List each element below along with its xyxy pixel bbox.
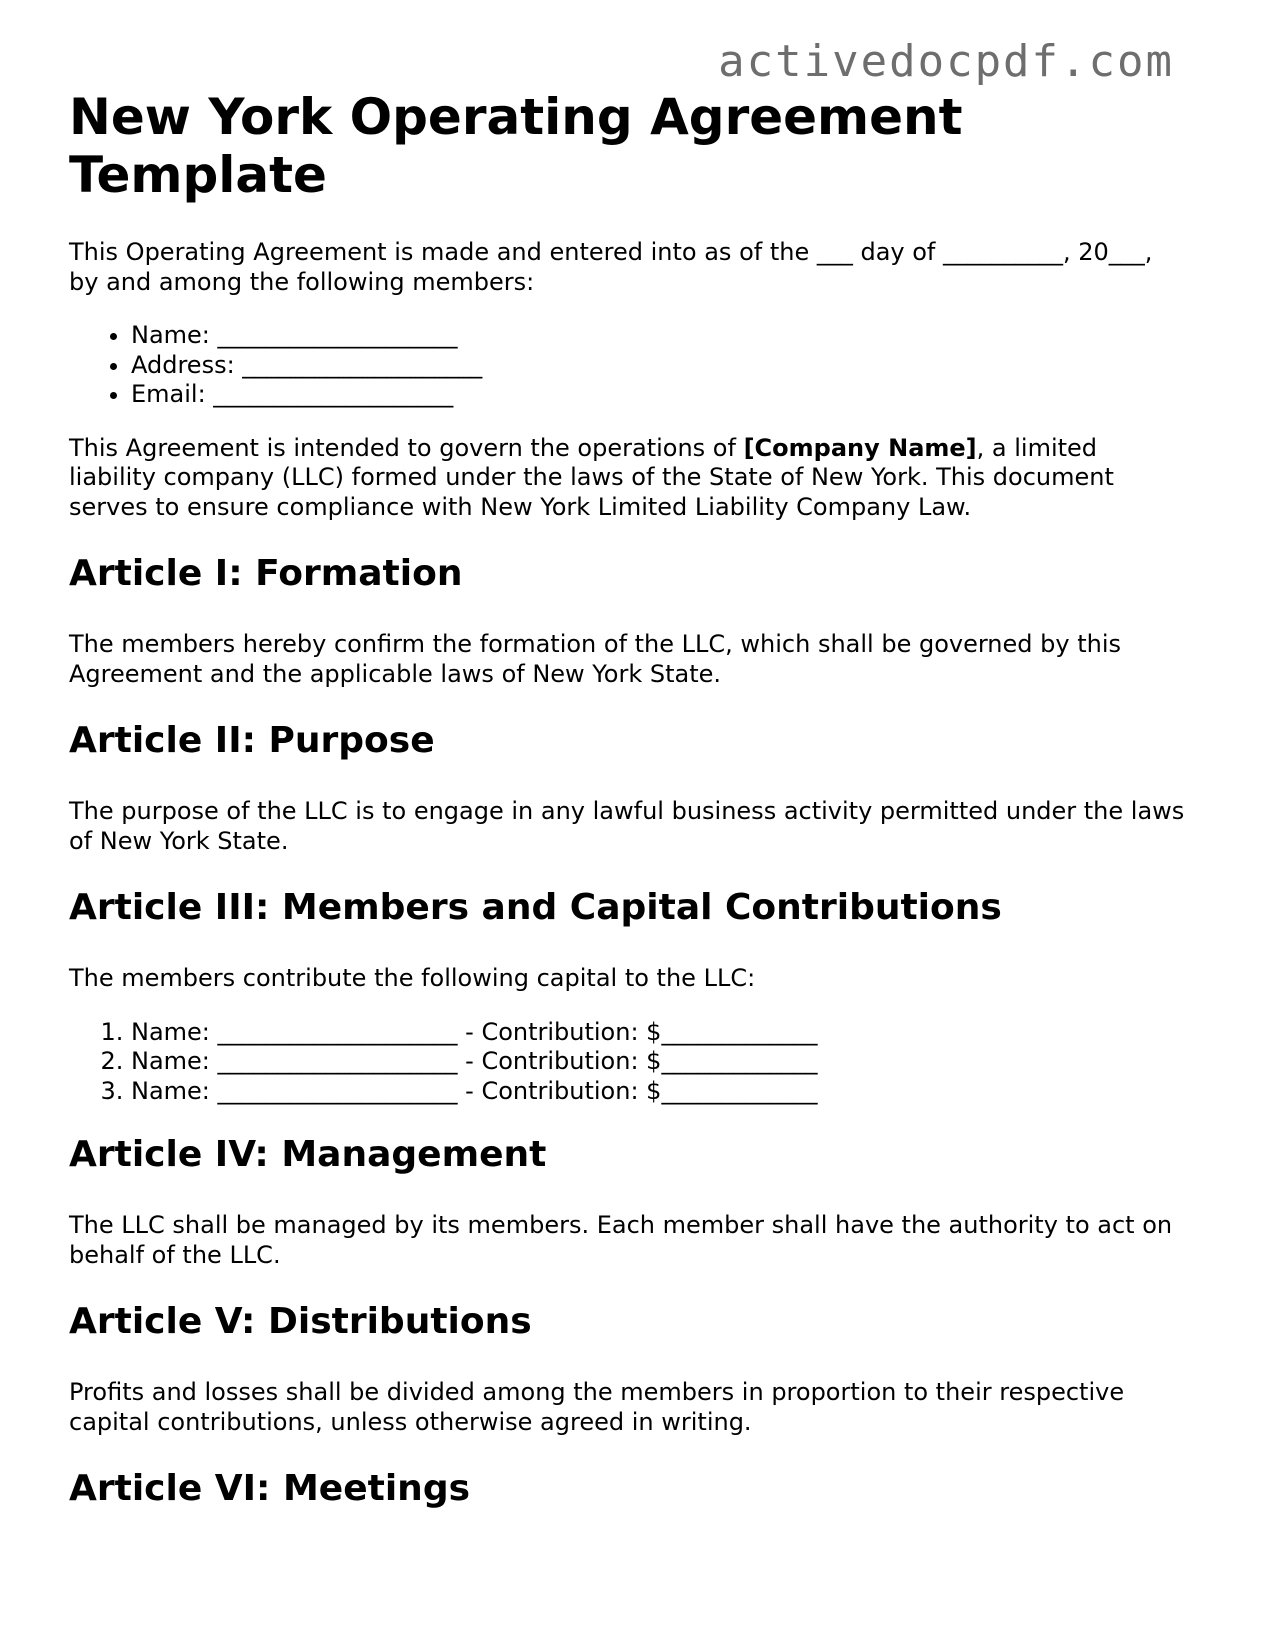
governance-text-before: This Agreement is intended to govern the operations of — [69, 433, 744, 462]
article-3-heading: Article III: Members and Capital Contributions — [69, 887, 1002, 928]
article-6-heading: Article VI: Meetings — [69, 1468, 471, 1509]
intro-paragraph: This Operating Agreement is made and entered into as of the ___ day of __________, 20___, by and among the following members: — [69, 238, 1153, 296]
capital-contributions-list — [69, 1018, 1189, 1107]
article-4-heading: Article IV: Management — [69, 1134, 547, 1175]
company-name-placeholder: [Company Name] — [743, 433, 977, 462]
article-1-heading: Article I: Formation — [69, 553, 463, 594]
article-3-body: The members contribute the following capital to the LLC: — [69, 964, 756, 992]
member-fields-list — [69, 321, 1189, 410]
document-page — [69, 88, 1189, 1545]
contribution-item: 2. Name: ____________________ - Contribution: $_____________ — [131, 1047, 1189, 1077]
contribution-item: 3. Name: ____________________ - Contribution: $_____________ — [131, 1077, 1189, 1107]
article-1-body: The members hereby confirm the formation of the LLC, which shall be governed by this Agreement and the applicable laws of New York State. — [69, 630, 1122, 688]
article-2-body: The purpose of the LLC is to engage in any lawful business activity permitted under the laws of New York State. — [69, 797, 1185, 855]
article-4-body: The LLC shall be managed by its members. Each member shall have the authority to act on behalf of the LLC. — [69, 1211, 1173, 1269]
member-name-field: • Name: ____________________ — [131, 321, 1189, 351]
member-email-field: • Email: ____________________ — [131, 380, 1189, 410]
article-5-body: Profits and losses shall be divided among the members in proportion to their respective capital contributions, unless otherwise agreed in writing. — [69, 1378, 1125, 1436]
page-title: New York Operating Agreement Template — [69, 88, 963, 204]
contribution-item: 1. Name: ____________________ - Contribution: $_____________ — [131, 1018, 1189, 1048]
member-address-field: • Address: ____________________ — [131, 351, 1189, 381]
article-2-heading: Article II: Purpose — [69, 720, 435, 761]
article-5-heading: Article V: Distributions — [69, 1301, 532, 1342]
governance-text-after: , a limited liability company (LLC) formed under the laws of the State of New York. This document serves to ensure compliance with New York Limited Liability Company Law. — [69, 433, 1114, 521]
governance-paragraph — [69, 434, 1189, 523]
watermark: activedocpdf.com — [718, 36, 1174, 87]
